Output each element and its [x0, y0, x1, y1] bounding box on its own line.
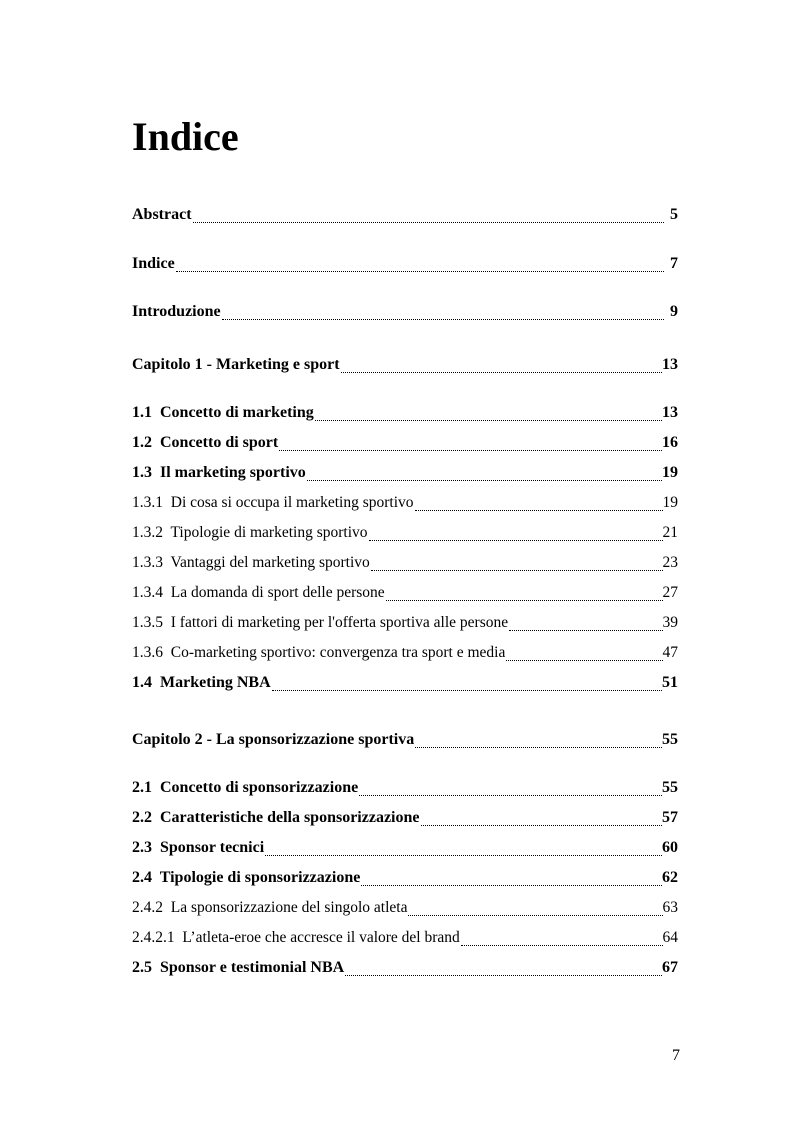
dot-leader: [279, 449, 662, 451]
toc-entry-2-4-2[interactable]: [132, 898, 678, 918]
dot-leader: [386, 599, 663, 601]
toc-entry-1-3-1[interactable]: [132, 493, 678, 513]
toc-entry-page: 39: [662, 614, 678, 631]
toc-entry-1-3-3[interactable]: [132, 553, 678, 573]
toc-entry-chapter-1[interactable]: [132, 355, 678, 375]
toc-entry-page: 13: [662, 356, 678, 373]
toc-entry-label: Introduzione: [132, 303, 221, 320]
toc-entry-chapter-2[interactable]: [132, 730, 678, 750]
toc-entry-page: 13: [662, 404, 678, 421]
toc-entry-page: 19: [662, 464, 678, 481]
toc-entry-page: 9: [670, 303, 678, 320]
toc-entry-2-5[interactable]: [132, 958, 678, 978]
toc-entry-label: Abstract: [132, 206, 192, 223]
toc-entry-label: 2.4.2.1 L’atleta-eroe che accresce il valore del brand: [132, 929, 460, 946]
dot-leader: [408, 914, 662, 916]
table-of-contents: [132, 0, 678, 1122]
toc-entry-indice[interactable]: [132, 254, 678, 274]
toc-entry-1-3[interactable]: [132, 463, 678, 483]
dot-leader: [506, 659, 662, 661]
toc-entry-1-3-4[interactable]: [132, 583, 678, 603]
dot-leader: [359, 794, 662, 796]
dot-leader: [415, 746, 662, 748]
toc-entry-page: 57: [662, 809, 678, 826]
toc-entry-label: 2.5 Sponsor e testimonial NBA: [132, 959, 345, 976]
toc-entry-page: 19: [662, 494, 678, 511]
toc-entry-page: 62: [662, 869, 678, 886]
toc-entry-label: 2.4 Tipologie di sponsorizzazione: [132, 869, 361, 886]
toc-entry-1-3-6[interactable]: [132, 643, 678, 663]
page-number: 7: [672, 1047, 680, 1064]
dot-leader: [222, 318, 664, 320]
toc-entry-page: 63: [662, 899, 678, 916]
toc-entry-page: 7: [670, 255, 678, 272]
dot-leader: [509, 629, 662, 631]
toc-entry-label: Capitolo 1 - Marketing e sport: [132, 356, 340, 373]
toc-entry-1-3-2[interactable]: [132, 523, 678, 543]
toc-entry-2-4[interactable]: [132, 868, 678, 888]
toc-entry-label: 2.1 Concetto di sponsorizzazione: [132, 779, 359, 796]
toc-entry-label: 1.1 Concetto di marketing: [132, 404, 314, 421]
toc-entry-1-4[interactable]: [132, 673, 678, 693]
toc-entry-page: 51: [662, 674, 678, 691]
dot-leader: [307, 479, 662, 481]
toc-entry-page: 55: [662, 779, 678, 796]
toc-entry-1-2[interactable]: [132, 433, 678, 453]
toc-entry-page: 64: [662, 929, 678, 946]
toc-entry-label: 1.3.2 Tipologie di marketing sportivo: [132, 524, 368, 541]
toc-entry-page: 27: [662, 584, 678, 601]
toc-entry-2-4-2-1[interactable]: [132, 928, 678, 948]
toc-entry-page: 55: [662, 731, 678, 748]
toc-entry-introduzione[interactable]: [132, 302, 678, 322]
toc-entry-1-1[interactable]: [132, 403, 678, 423]
toc-entry-label: Indice: [132, 255, 175, 272]
dot-leader: [369, 539, 663, 541]
dot-leader: [361, 884, 662, 886]
toc-entry-label: 1.3.1 Di cosa si occupa il marketing sportivo: [132, 494, 414, 511]
toc-entry-label: 1.3.3 Vantaggi del marketing sportivo: [132, 554, 370, 571]
toc-entry-page: 47: [662, 644, 678, 661]
dot-leader: [315, 419, 662, 421]
dot-leader: [272, 689, 662, 691]
toc-entry-label: 1.3.6 Co-marketing sportivo: convergenza tra sport e media: [132, 644, 506, 661]
toc-entry-label: Capitolo 2 - La sponsorizzazione sportiva: [132, 731, 415, 748]
toc-entry-2-2[interactable]: [132, 808, 678, 828]
toc-entry-page: 23: [662, 554, 678, 571]
dot-leader: [176, 270, 664, 272]
dot-leader: [415, 509, 663, 511]
toc-entry-label: 2.4.2 La sponsorizzazione del singolo atleta: [132, 899, 408, 916]
toc-entry-label: 1.4 Marketing NBA: [132, 674, 271, 691]
dot-leader: [341, 371, 662, 373]
toc-entry-page: 16: [662, 434, 678, 451]
toc-entry-2-1[interactable]: [132, 778, 678, 798]
toc-entry-label: 1.2 Concetto di sport: [132, 434, 279, 451]
toc-entry-label: 1.3.4 La domanda di sport delle persone: [132, 584, 385, 601]
page-title: Indice: [132, 114, 239, 159]
toc-entry-page: 21: [662, 524, 678, 541]
toc-entry-label: 1.3.5 I fattori di marketing per l'offerta sportiva alle persone: [132, 614, 509, 631]
toc-entry-abstract[interactable]: [132, 205, 678, 225]
toc-entry-label: 2.3 Sponsor tecnici: [132, 839, 265, 856]
dot-leader: [265, 854, 662, 856]
toc-entry-2-3[interactable]: [132, 838, 678, 858]
toc-entry-label: 1.3 Il marketing sportivo: [132, 464, 306, 481]
dot-leader: [461, 944, 663, 946]
dot-leader: [371, 569, 663, 571]
dot-leader: [193, 221, 664, 223]
dot-leader: [345, 974, 662, 976]
dot-leader: [421, 824, 663, 826]
toc-entry-page: 5: [670, 206, 678, 223]
toc-entry-page: 60: [662, 839, 678, 856]
toc-entry-label: 2.2 Caratteristiche della sponsorizzazione: [132, 809, 420, 826]
toc-entry-page: 67: [662, 959, 678, 976]
toc-entry-1-3-5[interactable]: [132, 613, 678, 633]
